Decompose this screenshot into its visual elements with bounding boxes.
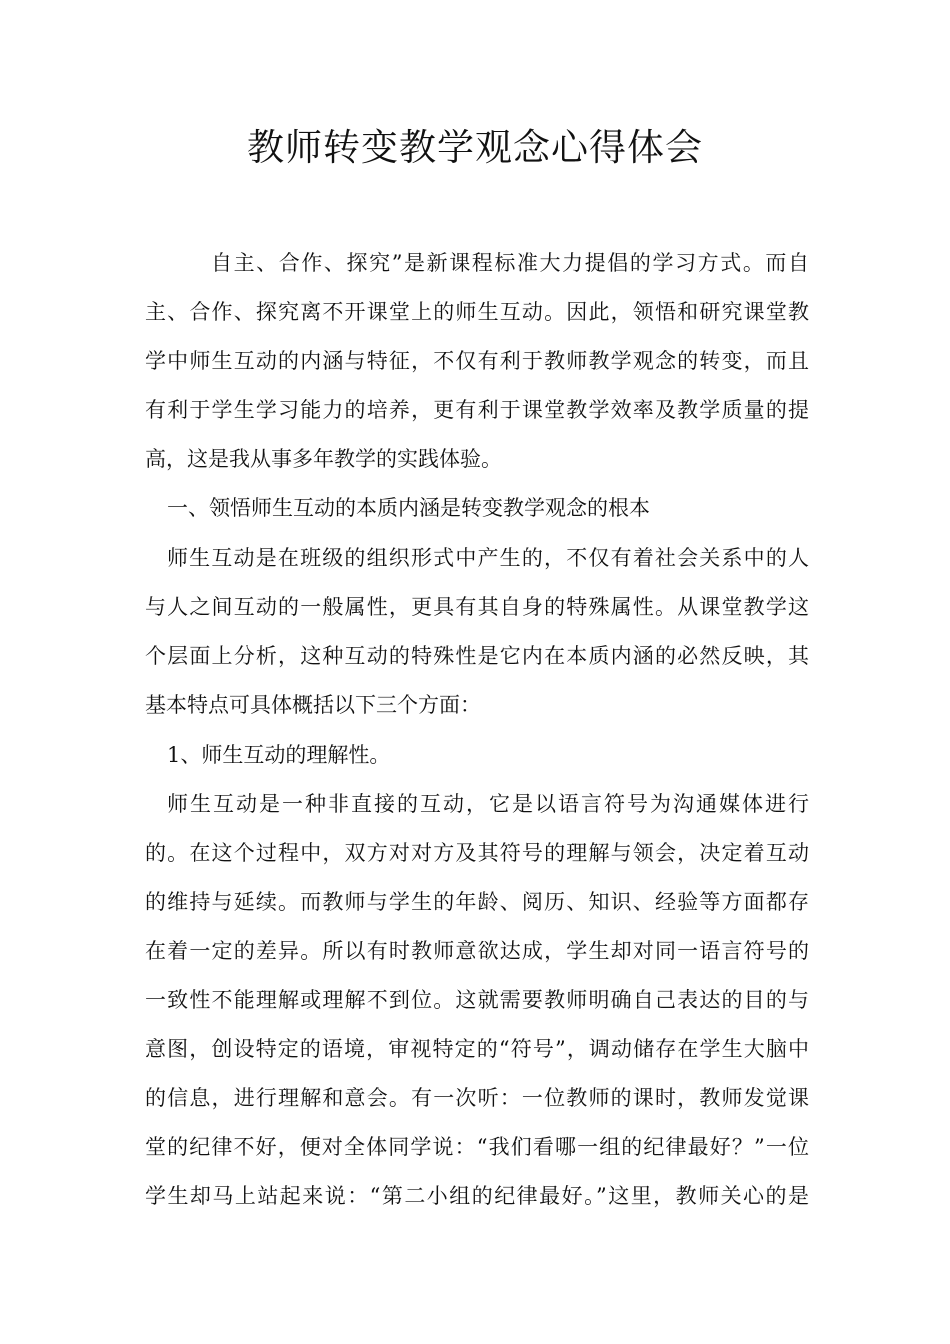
paragraph-line: 基本特点可具体概括以下三个方面： [145,693,481,717]
paragraph-line: 意图，创设特定的语境，审视特定的“符号”，调动储存在学生大脑中 [145,1037,809,1061]
document-title: 教师转变教学观念心得体会 [247,126,703,169]
subsection-heading: 1、师生互动的理解性。 [167,743,391,767]
paragraph-line: 的维持与延续。而教师与学生的年龄、阅历、知识、经验等方面都存 [145,890,809,914]
paragraph-line: 的信息，进行理解和意会。有一次听：一位教师的课时，教师发觉课 [145,1086,809,1110]
paragraph-line: 的。在这个过程中，双方对对方及其符号的理解与领会，决定着互动 [145,841,809,865]
paragraph-line: 在着一定的差异。所以有时教师意欲达成，学生却对同一语言符号的 [145,939,809,963]
paragraph-line: 师生互动是一种非直接的互动，它是以语言符号为沟通媒体进行 [167,792,809,816]
paragraph-line: 学中师生互动的内涵与特征，不仅有利于教师教学观念的转变，而且 [145,349,809,373]
paragraph-line: 有利于学生学习能力的培养，更有利于课堂教学效率及教学质量的提 [145,398,809,422]
paragraph-line: 高，这是我从事多年教学的实践体验。 [145,447,502,471]
paragraph-line: 一致性不能理解或理解不到位。这就需要教师明确自己表达的目的与 [145,988,809,1012]
paragraph-line: 堂的纪律不好，便对全体同学说：“我们看哪一组的纪律最好？”一位 [145,1135,809,1159]
paragraph-line: 学生却马上站起来说：“第二小组的纪律最好。”这里，教师关心的是 [145,1184,809,1208]
section-heading: 一、领悟师生互动的本质内涵是转变教学观念的根本 [167,496,650,520]
paragraph-line: 主、合作、探究离不开课堂上的师生互动。因此，领悟和研究课堂教 [145,300,809,324]
paragraph-line: 自主、合作、探究”是新课程标准大力提倡的学习方式。而自 [211,251,809,275]
paragraph-line: 与人之间互动的一般属性，更具有其自身的特殊属性。从课堂教学这 [145,595,809,619]
paragraph-line: 个层面上分析，这种互动的特殊性是它内在本质内涵的必然反映，其 [145,644,809,668]
paragraph-line: 师生互动是在班级的组织形式中产生的，不仅有着社会关系中的人 [167,546,809,570]
